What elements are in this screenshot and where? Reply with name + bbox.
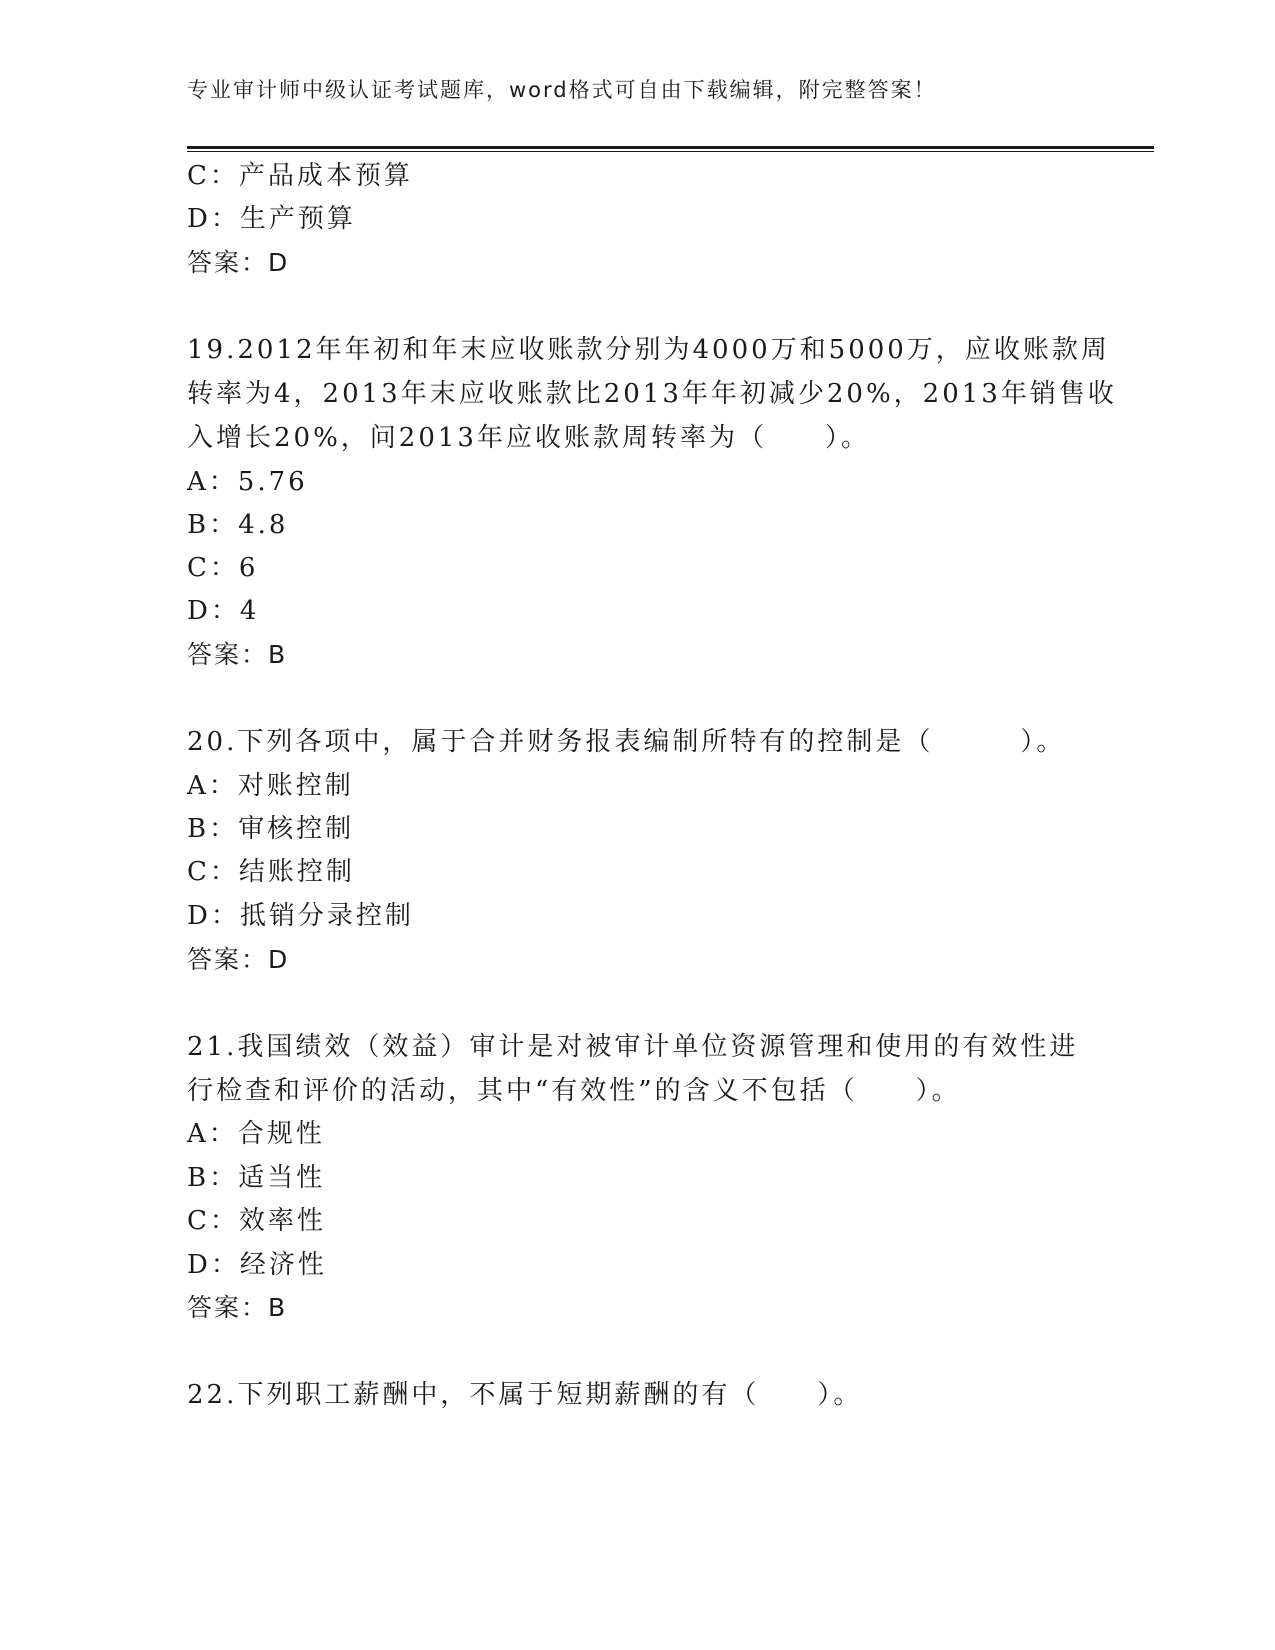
option-c: C：结账控制	[187, 857, 355, 887]
option-d: D：4	[187, 596, 260, 626]
header-divider-thick	[187, 146, 1154, 149]
option-b: B：4.8	[187, 510, 289, 540]
option-c: C：6	[187, 553, 259, 583]
option-d: D：经济性	[187, 1250, 327, 1280]
answer: 答案：B	[187, 640, 288, 669]
option-a: A：合规性	[187, 1119, 325, 1149]
answer: 答案：B	[187, 1293, 288, 1322]
option-d: D：生产预算	[187, 204, 356, 234]
option-b: B：审核控制	[187, 814, 355, 844]
question-22-line-1: 22.下列职工薪酬中，不属于短期薪酬的有（ ）。	[187, 1380, 863, 1410]
answer: 答案：D	[187, 945, 290, 974]
header-divider-thin	[187, 151, 1154, 152]
option-a: A：对账控制	[187, 771, 354, 801]
option-d: D：抵销分录控制	[187, 901, 414, 931]
question-21-line-2: 行检查和评价的活动，其中“有效性”的含义不包括（ ）。	[187, 1076, 961, 1106]
option-c: C：产品成本预算	[187, 161, 413, 191]
question-19-line-3: 入增长20%，问2013年应收账款周转率为（ ）。	[187, 423, 870, 453]
answer: 答案：D	[187, 248, 290, 277]
page-header: 专业审计师中级认证考试题库，word格式可自由下载编辑，附完整答案！	[187, 78, 937, 102]
option-c: C：效率性	[187, 1206, 326, 1236]
question-21-line-1: 21.我国绩效（效益）审计是对被审计单位资源管理和使用的有效性进	[187, 1032, 1079, 1062]
question-19-line-2: 转率为4，2013年末应收账款比2013年年初减少20%，2013年销售收	[187, 379, 1117, 409]
option-b: B：适当性	[187, 1163, 326, 1193]
question-19-line-1: 19.2012年年初和年末应收账款分别为4000万和5000万，应收账款周	[187, 335, 1110, 365]
question-20-line-1: 20.下列各项中，属于合并财务报表编制所特有的控制是（ ）。	[187, 727, 1066, 757]
option-a: A：5.76	[187, 467, 308, 497]
